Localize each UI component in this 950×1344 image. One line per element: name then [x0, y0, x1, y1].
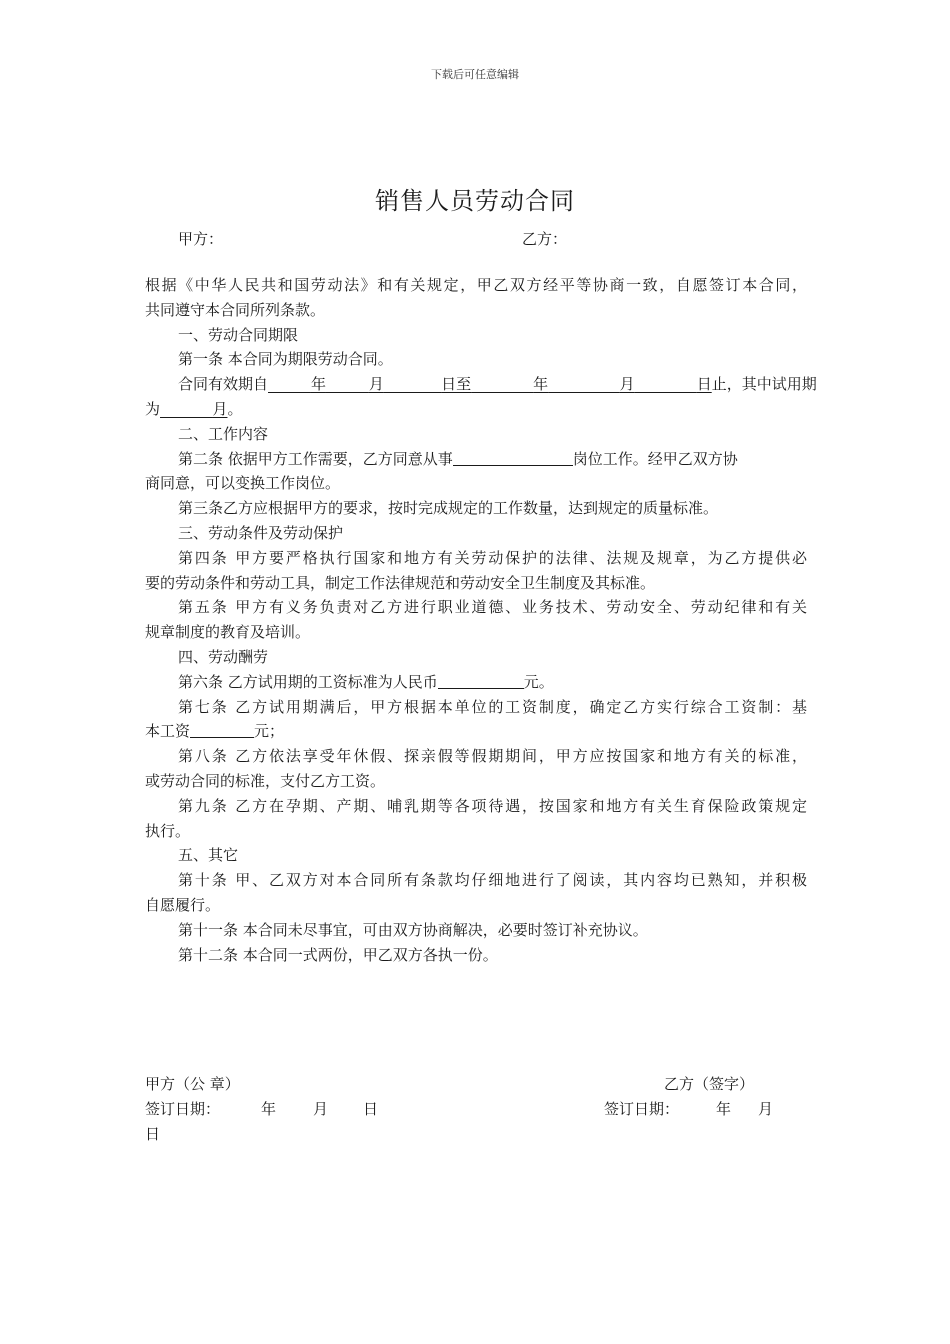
probation-line: 为 月。: [145, 399, 243, 418]
party-a-date-label: 签订日期：: [145, 1100, 221, 1118]
article-9-line-2: 执行。: [145, 821, 191, 840]
party-b-label: 乙方：: [522, 230, 568, 248]
party-b-date-year: 年: [716, 1100, 732, 1118]
article-8-line-1: 第八条 乙方依法享受年休假、探亲假等假期期间，甲方应按国家和地方有关的标准，: [178, 747, 807, 766]
article-10-line-1: 第十条 甲、乙双方对本合同所有条款均仔细地进行了阅读，其内容均已熟知，并积极: [178, 871, 807, 890]
article-2: 第二条 依据甲方工作需要，乙方同意从事 岗位工作。经甲乙双方协: [178, 449, 738, 468]
party-a-date-year: 年: [261, 1100, 277, 1118]
party-b-sign-label: 乙方（签字）: [664, 1075, 755, 1093]
section-2-heading: 二、工作内容: [178, 424, 269, 443]
section-4-heading: 四、劳动酬劳: [178, 647, 269, 666]
article-4-line-1: 第四条 甲方要严格执行国家和地方有关劳动保护的法律、法规及规章，为乙方提供必: [178, 548, 807, 567]
contract-body: [145, 273, 817, 967]
article-5-line-1: 第五条 甲方有义务负责对乙方进行职业道德、业务技术、劳动安全、劳动纪律和有关: [178, 598, 807, 617]
position-blank: [453, 449, 573, 466]
party-a-date-day: 日: [363, 1100, 379, 1118]
article-7-line-1: 第七条 乙方试用期满后，甲方根据本单位的工资制度，确定乙方实行综合工资制：基: [178, 697, 807, 716]
party-a-label: 甲方：: [178, 230, 224, 248]
document-title: 销售人员劳动合同: [375, 187, 575, 215]
preamble-line-1: 根据《中华人民共和国劳动法》和有关规定，甲乙双方经平等协商一致，自愿签订本合同，: [145, 276, 807, 294]
section-1-heading: 一、劳动合同期限: [178, 325, 299, 344]
article-2-cont: 商同意，可以变换工作岗位。: [145, 474, 341, 493]
party-a-date-month: 月: [313, 1100, 329, 1118]
party-b-date-day: 日: [145, 1125, 161, 1143]
article-3: 第三条乙方应根据甲方的要求，按时完成规定的工作数量，达到规定的质量标准。: [178, 499, 719, 518]
term-line: 合同有效期自 年 月 日至 年 月 日止，其中试用期: [178, 375, 817, 394]
article-7-line-2: 本工资 元；: [145, 722, 285, 741]
article-10-line-2: 自愿履行。: [145, 895, 221, 914]
party-b-date-month: 月: [758, 1100, 774, 1118]
article-5-line-2: 规章制度的教育及培训。: [145, 623, 311, 642]
article-8-line-2: 或劳动合同的标准，支付乙方工资。: [145, 771, 386, 790]
probation-wage-blank: [438, 672, 524, 689]
party-a-seal-label: 甲方（公 章）: [145, 1075, 240, 1093]
party-b-date-label: 签订日期：: [604, 1100, 680, 1118]
article-1: 第一条 本合同为期限劳动合同。: [178, 350, 393, 369]
article-9-line-1: 第九条 乙方在孕期、产期、哺乳期等各项待遇，按国家和地方有关生育保险政策规定: [178, 796, 807, 815]
base-wage-blank: [190, 721, 254, 738]
article-12: 第十二条 本合同一式两份，甲乙双方各执一份。: [178, 945, 498, 964]
article-11: 第十一条 本合同未尽事宜，可由双方协商解决，必要时签订补充协议。: [178, 920, 648, 939]
section-5-heading: 五、其它: [178, 846, 239, 865]
preamble-line-2: 共同遵守本合同所列条款。: [145, 300, 326, 319]
article-4-line-2: 要的劳动条件和劳动工具，制定工作法律规范和劳动安全卫生制度及其标准。: [145, 573, 656, 592]
article-6: 第六条 乙方试用期的工资标准为人民币 元。: [178, 672, 554, 691]
section-3-heading: 三、劳动条件及劳动保护: [178, 523, 344, 542]
header-note: 下载后可任意编辑: [431, 68, 519, 81]
